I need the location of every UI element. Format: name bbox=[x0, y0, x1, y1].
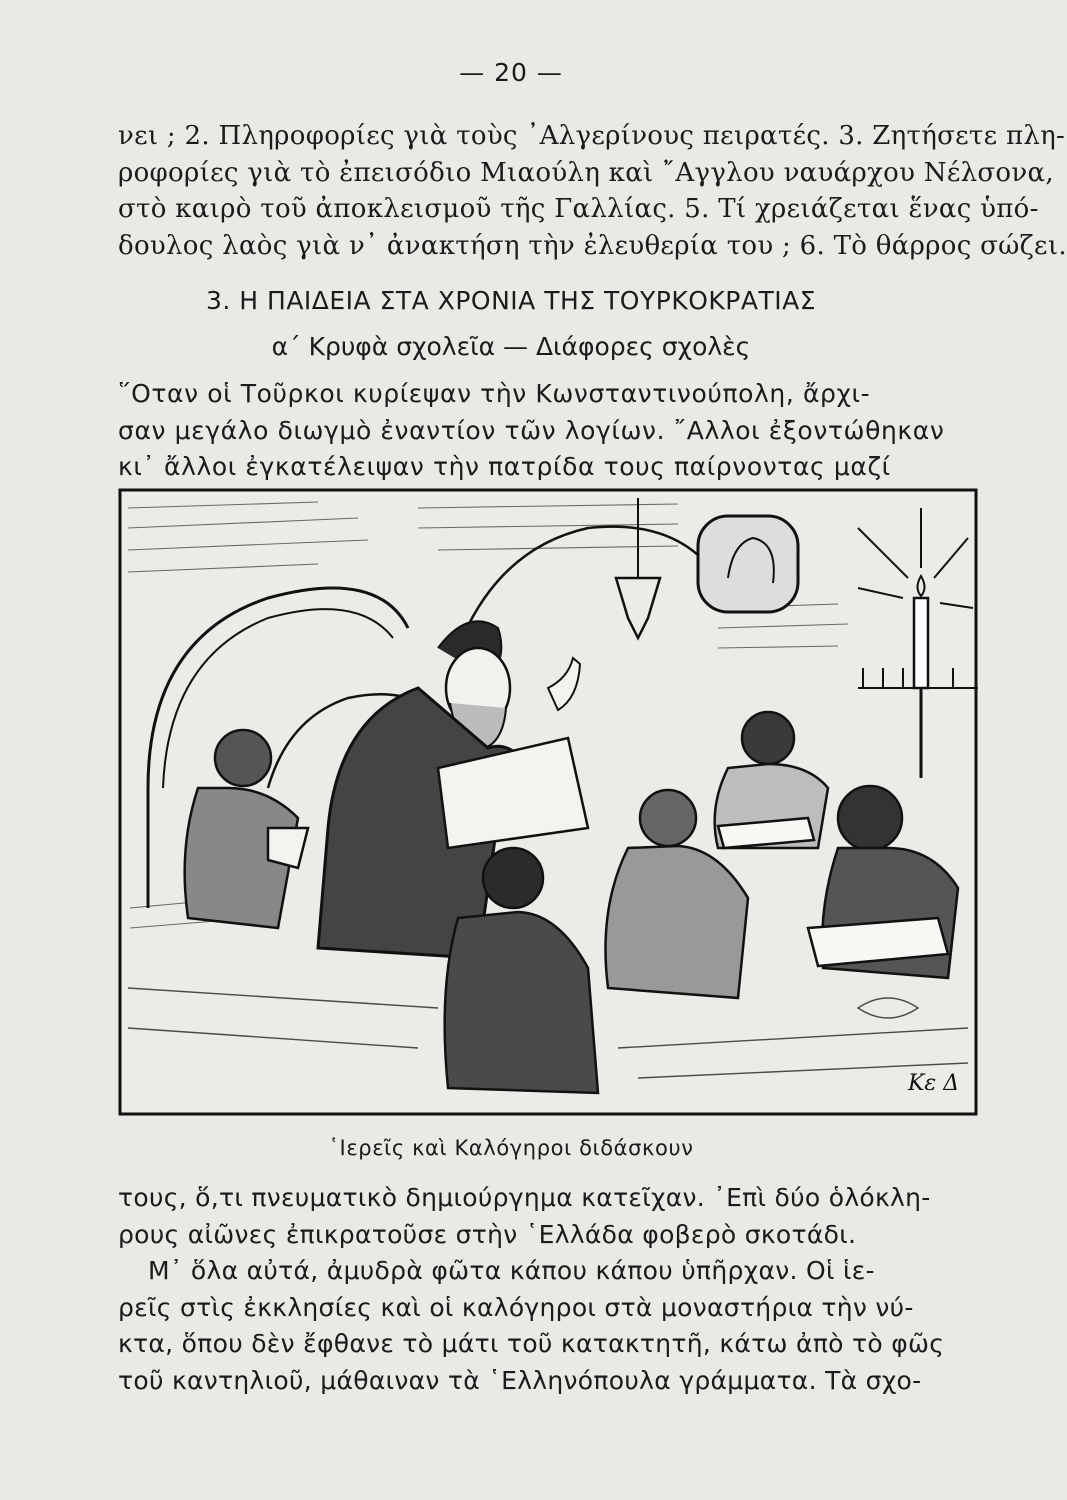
page-number: — 20 — bbox=[459, 58, 563, 87]
illustration-caption: ῾Ιερεῖς καὶ Καλόγηροι διδάσκουν bbox=[328, 1136, 694, 1160]
illustration-drawing bbox=[118, 488, 978, 1116]
text-line: δουλος λαὸς γιὰ ν᾿ ἀνακτήση τὴν ἐλευθερία του ; 6. Τὸ θάρρος σώζει. bbox=[118, 230, 1067, 261]
text-line: κτα, ὅπου δὲν ἔφθανε τὸ μάτι τοῦ κατακτητῆ, κάτω ἀπὸ τὸ φῶς bbox=[118, 1329, 945, 1358]
text-line: σαν μεγάλο διωγμὸ ἐναντίον τῶν λογίων. ῎Αλλοι ἐξοντώθηκαν bbox=[118, 415, 945, 445]
body-paragraph-before bbox=[118, 376, 970, 486]
intro-paragraph bbox=[118, 118, 1067, 264]
text-line: ρεῖς στὶς ἐκκλησίες καὶ οἱ καλόγηροι στὰ μοναστήρια τὴν νύ- bbox=[118, 1292, 914, 1322]
section-title: 3. Η ΠΑΙΔΕΙΑ ΣΤΑ ΧΡΟΝΙΑ ΤΗΣ ΤΟΥΡΚΟΚΡΑΤΙΑΣ bbox=[205, 286, 817, 315]
text-line: τοῦ καντηλιοῦ, μάθαιναν τὰ ῾Ελληνόπουλα γράμματα. Τὰ σχο- bbox=[118, 1365, 922, 1395]
section-subtitle: α΄ Κρυφὰ σχολεῖα — Διάφορες σχολὲς bbox=[271, 332, 751, 361]
text-line: ῞Οταν οἱ Τοῦρκοι κυρίεψαν τὴν Κωνσταντινούπολη, ἄρχι- bbox=[118, 379, 871, 408]
illustration-signature: Κε Δ bbox=[908, 1071, 960, 1096]
text-line: ρους αἰῶνες ἐπικρατοῦσε στὴν ῾Ελλάδα φοβερὸ σκοτάδι. bbox=[118, 1219, 857, 1249]
text-line: τους, ὅ,τι πνευματικὸ δημιούργημα κατεῖχαν. ᾿Επὶ δύο ὁλόκλη- bbox=[118, 1183, 931, 1212]
text-line: νει ; 2. Πληροφορίες γιὰ τοὺς ᾿Αλγερίνους πειρατές. 3. Ζητήσετε πλη- bbox=[118, 121, 1066, 151]
illustration-secret-school bbox=[118, 488, 978, 1116]
text-line: Μ᾿ ὅλα αὐτά, ἀμυδρὰ φῶτα κάπου κάπου ὑπῆρχαν. Οἱ ἱε- bbox=[148, 1256, 875, 1285]
body-paragraph-after bbox=[118, 1180, 970, 1399]
text-line: στὸ καιρὸ τοῦ ἀποκλεισμοῦ τῆς Γαλλίας. 5. Τί χρειάζεται ἕνας ὑπό- bbox=[118, 194, 1039, 224]
text-line: ροφορίες γιὰ τὸ ἐπεισόδιο Μιαούλη καὶ ῎Αγγλου ναυάρχου Νέλσονα, bbox=[118, 157, 1054, 188]
text-line: κι᾿ ἄλλοι ἐγκατέλειψαν τὴν πατρίδα τους παίρνοντας μαζί bbox=[118, 452, 891, 481]
